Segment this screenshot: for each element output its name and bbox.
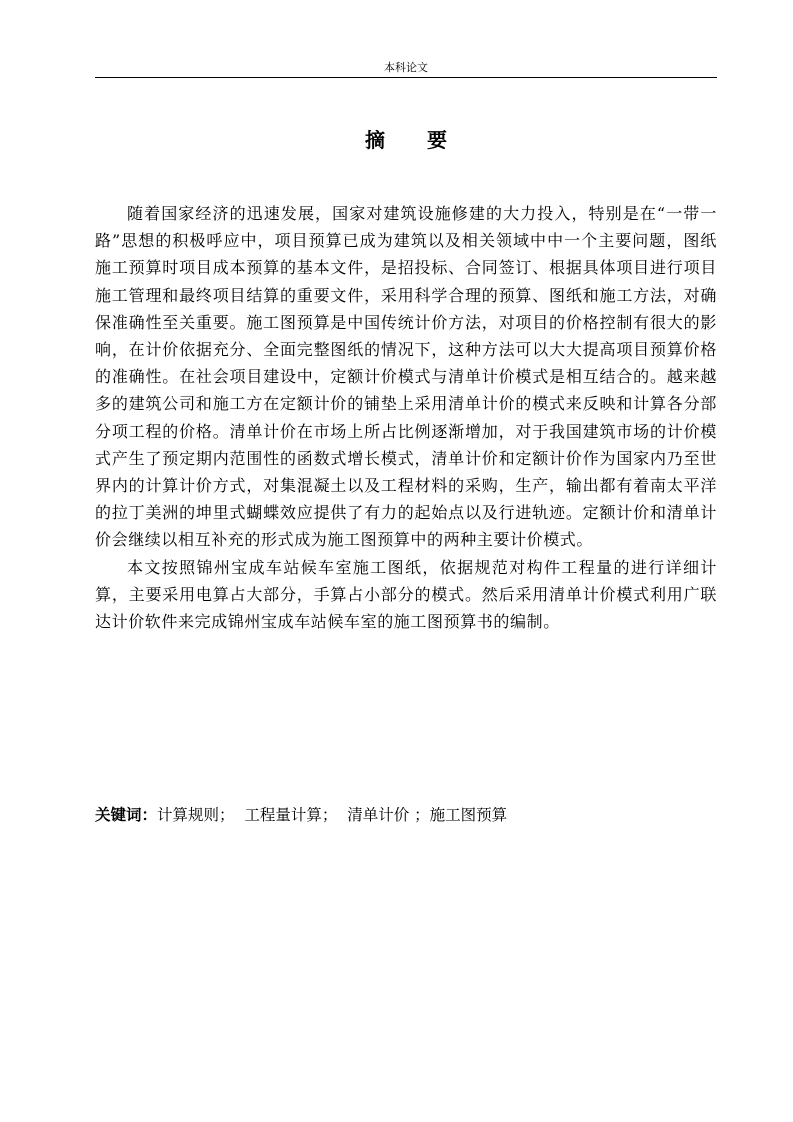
abstract-title: 摘要 xyxy=(365,128,489,152)
abstract-paragraph-1: 随着国家经济的迅速发展，国家对建筑设施修建的大力投入，特别是在“一带一路”思想的积极呼应中，项目预算已成为建筑以及相关领域中中一个主要问题，图纸施工预算时项目成本预算的基本文件，是招投标、合同签订、根据具体项目进行项目施工管理和最终项目结算的重要文件，采用科学合理的预算、图纸和施工方法，对确保准确性至关重要。施工图预算是中国传统计价方法，对项目的价格控制有很大的影响，在计价依据充分、全面完整图纸的情况下，这种方法可以大大提高项目预算价格的准确性。在社会项目建设中，定额计价模式与清单计价模式是相互结合的。越来越多的建筑公司和施工方在定额计价的铺垫上采用清单计价的模式来反映和计算各分部分项工程的价格。清单计价在市场上所占比例逐渐增加，对于我国建筑市场的计价模式产生了预定期内范围性的函数式增长模式，清单计价和定额计价作为国家内乃至世界内的计算计价方式，对集混凝土以及工程材料的采购，生产，输出都有着南太平洋的拉丁美洲的坤里式蝴蝶效应提供了有力的起始点以及行进轨迹。定额计价和清单计价会继续以相互补充的形式成为施工图预算中的两种主要计价模式。 xyxy=(95,204,717,550)
abstract-paragraph-2: 本文按照锦州宝成车站候车室施工图纸，依据规范对构件工程量的进行详细计算，主要采用电算占大部分，手算占小部分的模式。然后采用清单计价模式利用广联达计价软件来完成锦州宝成车站候车室的施工图预算书的编制。 xyxy=(95,557,717,632)
keywords-line xyxy=(95,805,717,825)
running-header-text: 本科论文 xyxy=(384,61,428,74)
keywords-text: 计算规则； 工程量计算； 清单计价 ；施工图预算 xyxy=(157,806,508,824)
abstract-body xyxy=(95,200,717,635)
running-header xyxy=(95,56,717,78)
keywords-label: 关键词： xyxy=(95,806,158,824)
